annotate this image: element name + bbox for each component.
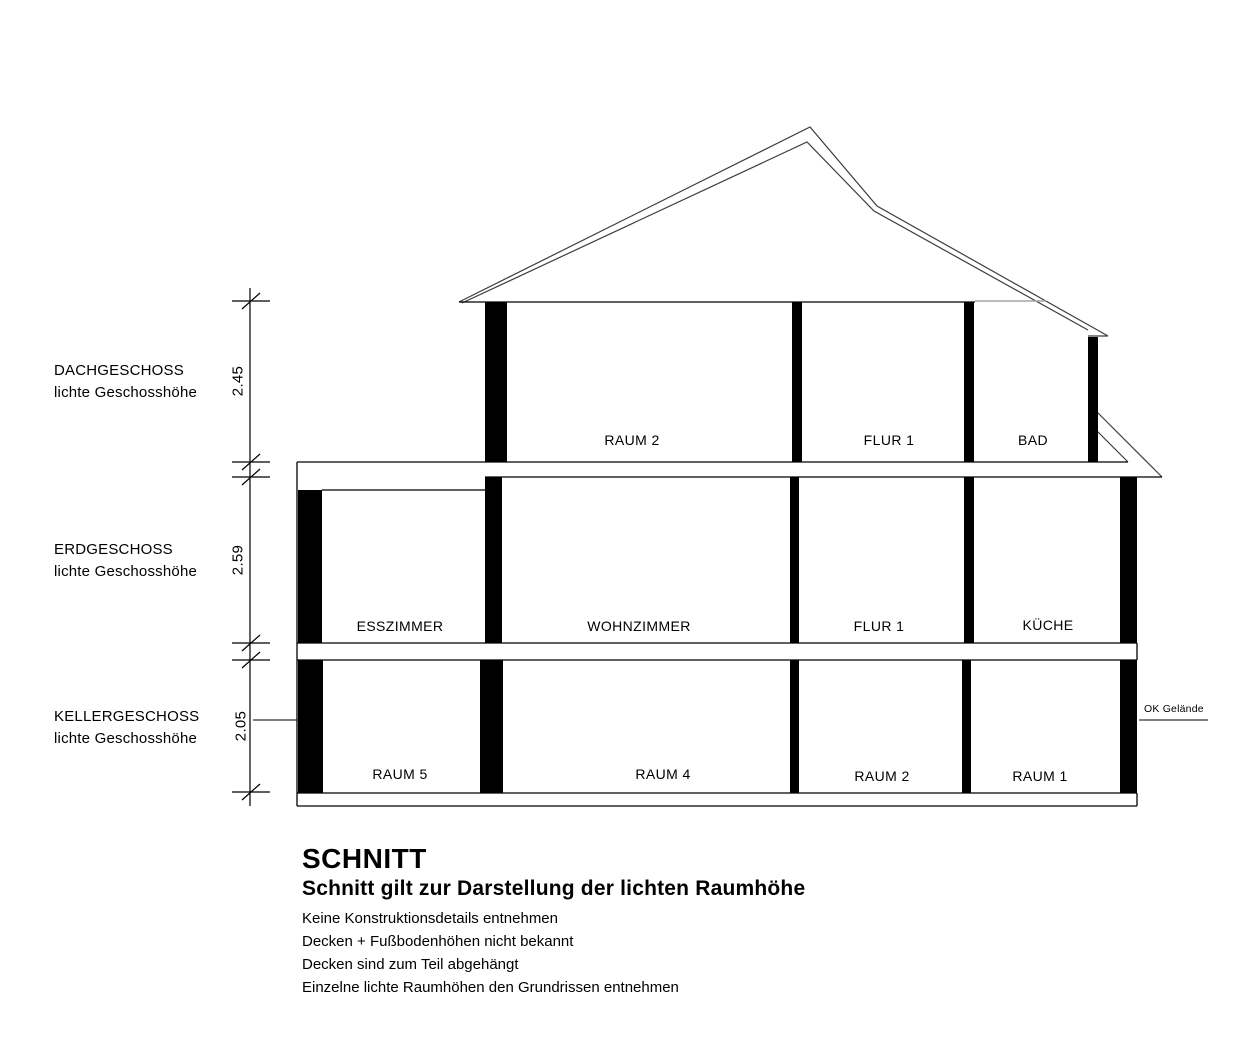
dimension-value-kg: 2.05 [232,710,250,742]
kg-wall-outer-left [298,660,323,793]
eg-wall-esszimmer-wohnzimmer [485,477,502,643]
room-label-kg-raum5: RAUM 5 [372,766,428,782]
eg-wall-outer-right [1120,477,1137,643]
note-line: Decken sind zum Teil abgehängt [302,956,519,973]
note-line: Einzelne lichte Raumhöhen den Grundrissen entnehmen [302,979,679,996]
note-line: Decken + Fußbodenhöhen nicht bekannt [302,933,574,950]
lower-roof-inner-line [1094,428,1128,462]
dimension-tick [232,652,270,668]
floor-label-erdgeschoss [54,539,197,583]
lower-roof-outer-line [1094,409,1162,477]
dg-wall-raum2-flur1 [792,302,802,462]
floor-label-kellergeschoss [54,706,199,750]
dimension-tick [232,635,270,651]
dimension-tick [232,454,270,470]
floor-name: KELLERGESCHOSS [54,708,200,725]
eg-wall-flur1-kueche [964,477,974,643]
room-label-dg-bad: BAD [1018,432,1048,448]
dimension-tick [232,784,270,800]
kg-wall-raum5-raum4 [480,660,503,793]
drawing-notes [302,907,679,999]
room-label-eg-wohnzimmer: WOHNZIMMER [587,618,691,634]
kg-wall-raum4-raum2 [790,660,799,793]
room-label-kg-raum1: RAUM 1 [1012,768,1068,784]
room-label-kg-raum4: RAUM 4 [635,766,691,782]
dg-wall-bad-right [1088,337,1098,462]
room-label-dg-raum2: RAUM 2 [604,432,660,448]
floor-sub: lichte Geschosshöhe [54,563,198,580]
room-label-eg-esszimmer: ESSZIMMER [356,618,444,634]
floor-sub: lichte Geschosshöhe [54,730,198,747]
eg-wall-wohnzimmer-flur1 [790,477,799,643]
dimension-tick [232,293,270,309]
floor-label-dachgeschoss [54,360,197,404]
room-label-dg-flur1: FLUR 1 [863,432,915,448]
dg-wall-raum2-left [485,302,507,462]
room-label-eg-kueche: KÜCHE [1022,617,1074,633]
ground-level-label: OK Gelände [1144,703,1204,715]
slab-lines [297,302,1162,806]
floor-name: ERDGESCHOSS [54,541,173,558]
note-line: Keine Konstruktionsdetails entnehmen [302,910,558,927]
walls [298,302,1137,793]
dimension-tick [232,469,270,485]
floor-name: DACHGESCHOSS [54,362,184,379]
floor-sub: lichte Geschosshöhe [54,384,198,401]
room-label-kg-raum2: RAUM 2 [854,768,910,784]
drawing-title: SCHNITT [302,843,427,874]
kg-wall-raum2-raum1 [962,660,971,793]
kg-wall-outer-right [1120,660,1137,793]
dg-wall-flur1-bad [964,302,974,462]
dimension-value-dg: 2.45 [229,365,247,397]
drawing-subtitle: Schnitt gilt zur Darstellung der lichten Raumhöhe [302,877,806,900]
room-label-eg-flur1: FLUR 1 [853,618,905,634]
roof-outer-line [459,127,1108,336]
dimension-value-eg: 2.59 [229,544,247,576]
eg-wall-outer-left [298,490,322,643]
